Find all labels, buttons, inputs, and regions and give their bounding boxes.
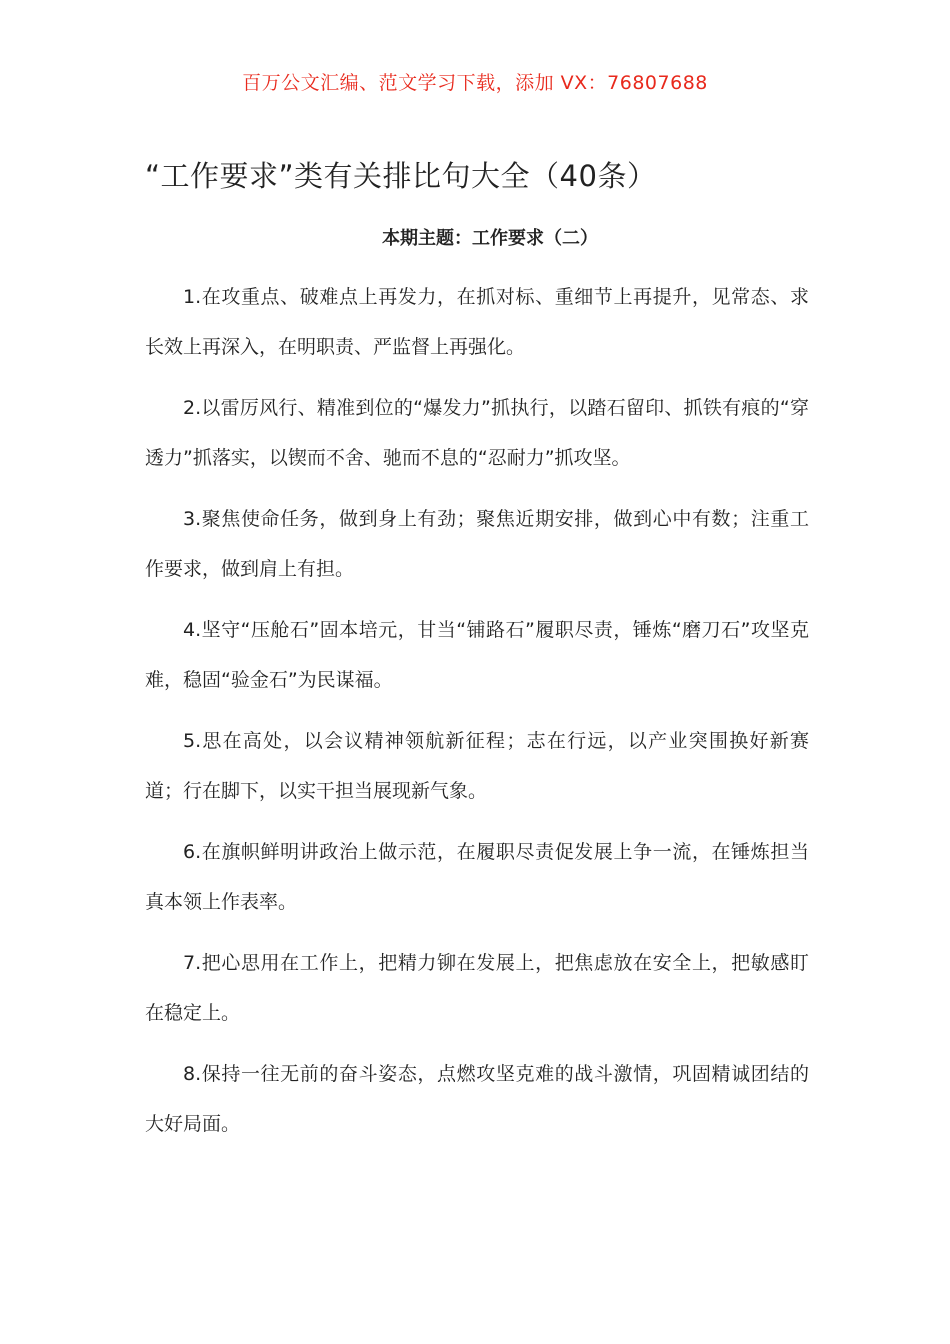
header-banner: 百万公文汇编、范文学习下载，添加 VX：76807688 [242, 72, 708, 94]
paragraph-7: 7.把心思用在工作上，把精力铆在发展上，把焦虑放在安全上，把敏感盯在稳定上。 [145, 952, 809, 1024]
document-title: “工作要求”类有关排比句大全（40条） [145, 159, 657, 193]
paragraph-3: 3.聚焦使命任务，做到身上有劲；聚焦近期安排，做到心中有数；注重工作要求，做到肩上有担。 [145, 508, 809, 580]
paragraph-6: 6.在旗帜鲜明讲政治上做示范，在履职尽责促发展上争一流，在锤炼担当真本领上作表率。 [145, 841, 809, 913]
paragraph-2: 2.以雷厉风行、精准到位的“爆发力”抓执行，以踏石留印、抓铁有痕的“穿透力”抓落实，以锲而不舍、驰而不息的“忍耐力”抓攻坚。 [145, 397, 809, 469]
document-body [145, 272, 809, 1160]
paragraph-5: 5.思在高处，以会议精神领航新征程；志在行远，以产业突围换好新赛道；行在脚下，以实干担当展现新气象。 [145, 730, 809, 802]
paragraph-4: 4.坚守“压舱石”固本培元，甘当“铺路石”履职尽责，锤炼“磨刀石”攻坚克难，稳固“验金石”为民谋福。 [145, 619, 809, 691]
document-subtitle: 本期主题：工作要求（二） [382, 228, 598, 249]
paragraph-1: 1.在攻重点、破难点上再发力，在抓对标、重细节上再提升，见常态、求长效上再深入，在明职责、严监督上再强化。 [145, 286, 809, 358]
paragraph-8: 8.保持一往无前的奋斗姿态，点燃攻坚克难的战斗激情，巩固精诚团结的大好局面。 [145, 1063, 809, 1135]
